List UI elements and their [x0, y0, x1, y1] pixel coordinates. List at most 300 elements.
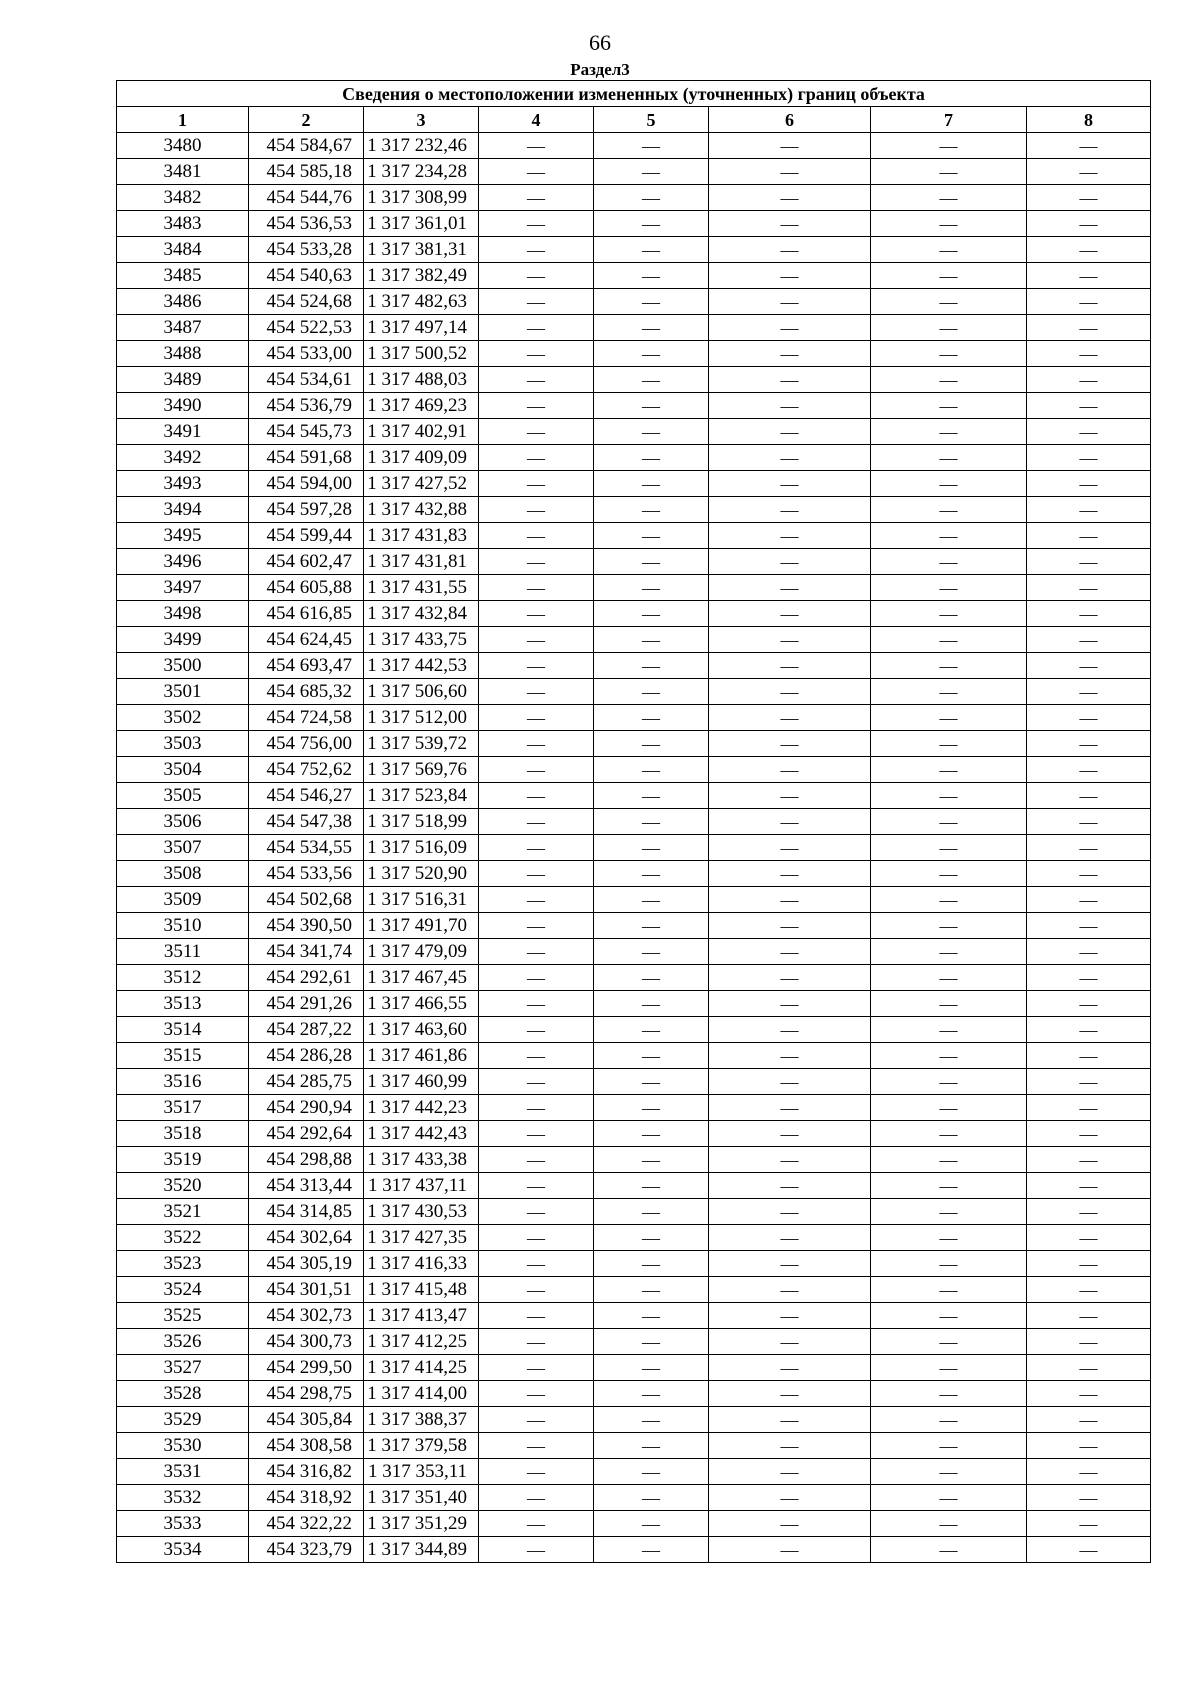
y-coordinate-cell: 1 317 431,81: [364, 549, 479, 575]
y-coordinate-cell: 1 317 431,83: [364, 523, 479, 549]
empty-value-cell: —: [871, 1329, 1027, 1355]
empty-value-cell: —: [479, 1173, 594, 1199]
empty-value-cell: —: [709, 1537, 871, 1563]
point-number-cell: 3507: [117, 835, 249, 861]
empty-value-cell: —: [1027, 679, 1151, 705]
x-coordinate-cell: 454 300,73: [249, 1329, 364, 1355]
empty-value-cell: —: [1027, 523, 1151, 549]
empty-value-cell: —: [479, 1043, 594, 1069]
column-number: 2: [249, 107, 364, 133]
x-coordinate-cell: 454 616,85: [249, 601, 364, 627]
x-coordinate-cell: 454 533,28: [249, 237, 364, 263]
point-number-cell: 3490: [117, 393, 249, 419]
empty-value-cell: —: [1027, 497, 1151, 523]
table-row: [117, 289, 1151, 315]
empty-value-cell: —: [479, 1511, 594, 1537]
empty-value-cell: —: [1027, 237, 1151, 263]
empty-value-cell: —: [1027, 289, 1151, 315]
point-number-cell: 3511: [117, 939, 249, 965]
empty-value-cell: —: [479, 913, 594, 939]
empty-value-cell: —: [871, 133, 1027, 159]
empty-value-cell: —: [479, 263, 594, 289]
empty-value-cell: —: [871, 1043, 1027, 1069]
table-row: [117, 575, 1151, 601]
x-coordinate-cell: 454 291,26: [249, 991, 364, 1017]
empty-value-cell: —: [709, 1485, 871, 1511]
boundary-coordinates-table: [116, 80, 1151, 1563]
empty-value-cell: —: [1027, 549, 1151, 575]
empty-value-cell: —: [1027, 783, 1151, 809]
empty-value-cell: —: [871, 1485, 1027, 1511]
point-number-cell: 3506: [117, 809, 249, 835]
x-coordinate-cell: 454 547,38: [249, 809, 364, 835]
point-number-cell: 3508: [117, 861, 249, 887]
empty-value-cell: —: [479, 497, 594, 523]
point-number-cell: 3521: [117, 1199, 249, 1225]
empty-value-cell: —: [594, 1485, 709, 1511]
y-coordinate-cell: 1 317 402,91: [364, 419, 479, 445]
point-number-cell: 3515: [117, 1043, 249, 1069]
empty-value-cell: —: [1027, 991, 1151, 1017]
x-coordinate-cell: 454 305,19: [249, 1251, 364, 1277]
table-row: [117, 341, 1151, 367]
x-coordinate-cell: 454 341,74: [249, 939, 364, 965]
empty-value-cell: —: [1027, 185, 1151, 211]
table-row: [117, 263, 1151, 289]
empty-value-cell: —: [1027, 445, 1151, 471]
x-coordinate-cell: 454 292,61: [249, 965, 364, 991]
x-coordinate-cell: 454 390,50: [249, 913, 364, 939]
empty-value-cell: —: [1027, 263, 1151, 289]
y-coordinate-cell: 1 317 388,37: [364, 1407, 479, 1433]
point-number-cell: 3484: [117, 237, 249, 263]
point-number-cell: 3533: [117, 1511, 249, 1537]
table-row: [117, 835, 1151, 861]
empty-value-cell: —: [871, 1459, 1027, 1485]
empty-value-cell: —: [871, 1225, 1027, 1251]
table-row: [117, 1277, 1151, 1303]
y-coordinate-cell: 1 317 433,38: [364, 1147, 479, 1173]
empty-value-cell: —: [709, 575, 871, 601]
empty-value-cell: —: [871, 159, 1027, 185]
x-coordinate-cell: 454 322,22: [249, 1511, 364, 1537]
empty-value-cell: —: [479, 393, 594, 419]
empty-value-cell: —: [479, 1355, 594, 1381]
empty-value-cell: —: [594, 679, 709, 705]
point-number-cell: 3501: [117, 679, 249, 705]
point-number-cell: 3489: [117, 367, 249, 393]
table-row: [117, 653, 1151, 679]
empty-value-cell: —: [709, 393, 871, 419]
x-coordinate-cell: 454 544,76: [249, 185, 364, 211]
empty-value-cell: —: [594, 133, 709, 159]
y-coordinate-cell: 1 317 432,88: [364, 497, 479, 523]
empty-value-cell: —: [709, 1511, 871, 1537]
table-row: [117, 627, 1151, 653]
empty-value-cell: —: [709, 1173, 871, 1199]
point-number-cell: 3529: [117, 1407, 249, 1433]
empty-value-cell: —: [1027, 1381, 1151, 1407]
point-number-cell: 3519: [117, 1147, 249, 1173]
table-caption: Сведения о местоположении измененных (уточненных) границ объекта: [117, 81, 1151, 107]
empty-value-cell: —: [594, 1407, 709, 1433]
x-coordinate-cell: 454 591,68: [249, 445, 364, 471]
x-coordinate-cell: 454 290,94: [249, 1095, 364, 1121]
empty-value-cell: —: [479, 757, 594, 783]
table-row: [117, 211, 1151, 237]
x-coordinate-cell: 454 536,79: [249, 393, 364, 419]
x-coordinate-cell: 454 533,56: [249, 861, 364, 887]
table-row: [117, 159, 1151, 185]
table-row: [117, 1511, 1151, 1537]
empty-value-cell: —: [871, 965, 1027, 991]
empty-value-cell: —: [594, 1225, 709, 1251]
empty-value-cell: —: [871, 549, 1027, 575]
y-coordinate-cell: 1 317 482,63: [364, 289, 479, 315]
x-coordinate-cell: 454 305,84: [249, 1407, 364, 1433]
empty-value-cell: —: [709, 1121, 871, 1147]
point-number-cell: 3528: [117, 1381, 249, 1407]
empty-value-cell: —: [479, 419, 594, 445]
y-coordinate-cell: 1 317 569,76: [364, 757, 479, 783]
empty-value-cell: —: [871, 1199, 1027, 1225]
empty-value-cell: —: [479, 159, 594, 185]
empty-value-cell: —: [709, 1381, 871, 1407]
empty-value-cell: —: [871, 1355, 1027, 1381]
empty-value-cell: —: [479, 861, 594, 887]
x-coordinate-cell: 454 534,55: [249, 835, 364, 861]
empty-value-cell: —: [709, 315, 871, 341]
empty-value-cell: —: [871, 861, 1027, 887]
empty-value-cell: —: [1027, 419, 1151, 445]
empty-value-cell: —: [479, 1381, 594, 1407]
empty-value-cell: —: [594, 1069, 709, 1095]
point-number-cell: 3491: [117, 419, 249, 445]
empty-value-cell: —: [871, 393, 1027, 419]
table-body: [117, 133, 1151, 1563]
empty-value-cell: —: [871, 289, 1027, 315]
empty-value-cell: —: [871, 1017, 1027, 1043]
empty-value-cell: —: [594, 315, 709, 341]
empty-value-cell: —: [1027, 913, 1151, 939]
empty-value-cell: —: [709, 1277, 871, 1303]
table-row: [117, 185, 1151, 211]
empty-value-cell: —: [594, 1199, 709, 1225]
empty-value-cell: —: [594, 653, 709, 679]
table-row: [117, 861, 1151, 887]
table-row: [117, 445, 1151, 471]
x-coordinate-cell: 454 286,28: [249, 1043, 364, 1069]
column-number: 8: [1027, 107, 1151, 133]
y-coordinate-cell: 1 317 361,01: [364, 211, 479, 237]
empty-value-cell: —: [709, 471, 871, 497]
point-number-cell: 3504: [117, 757, 249, 783]
x-coordinate-cell: 454 323,79: [249, 1537, 364, 1563]
table-row: [117, 1251, 1151, 1277]
point-number-cell: 3531: [117, 1459, 249, 1485]
x-coordinate-cell: 454 545,73: [249, 419, 364, 445]
empty-value-cell: —: [871, 1251, 1027, 1277]
column-number: 4: [479, 107, 594, 133]
empty-value-cell: —: [709, 679, 871, 705]
page-number: 66: [589, 30, 611, 55]
empty-value-cell: —: [1027, 471, 1151, 497]
y-coordinate-cell: 1 317 432,84: [364, 601, 479, 627]
empty-value-cell: —: [594, 1147, 709, 1173]
empty-value-cell: —: [594, 1251, 709, 1277]
x-coordinate-cell: 454 605,88: [249, 575, 364, 601]
empty-value-cell: —: [479, 237, 594, 263]
table-row: [117, 1329, 1151, 1355]
empty-value-cell: —: [709, 133, 871, 159]
y-coordinate-cell: 1 317 308,99: [364, 185, 479, 211]
empty-value-cell: —: [1027, 705, 1151, 731]
y-coordinate-cell: 1 317 414,25: [364, 1355, 479, 1381]
empty-value-cell: —: [1027, 965, 1151, 991]
empty-value-cell: —: [1027, 861, 1151, 887]
point-number-cell: 3495: [117, 523, 249, 549]
y-coordinate-cell: 1 317 382,49: [364, 263, 479, 289]
empty-value-cell: —: [594, 627, 709, 653]
table-row: [117, 1485, 1151, 1511]
x-coordinate-cell: 454 313,44: [249, 1173, 364, 1199]
empty-value-cell: —: [594, 1095, 709, 1121]
empty-value-cell: —: [479, 185, 594, 211]
y-coordinate-cell: 1 317 427,52: [364, 471, 479, 497]
empty-value-cell: —: [479, 211, 594, 237]
y-coordinate-cell: 1 317 523,84: [364, 783, 479, 809]
table-row: [117, 523, 1151, 549]
empty-value-cell: —: [479, 289, 594, 315]
empty-value-cell: —: [479, 471, 594, 497]
empty-value-cell: —: [479, 1459, 594, 1485]
empty-value-cell: —: [709, 549, 871, 575]
empty-value-cell: —: [709, 211, 871, 237]
y-coordinate-cell: 1 317 516,31: [364, 887, 479, 913]
x-coordinate-cell: 454 534,61: [249, 367, 364, 393]
point-number-cell: 3487: [117, 315, 249, 341]
empty-value-cell: —: [479, 731, 594, 757]
y-coordinate-cell: 1 317 466,55: [364, 991, 479, 1017]
empty-value-cell: —: [1027, 1017, 1151, 1043]
y-coordinate-cell: 1 317 469,23: [364, 393, 479, 419]
point-number-cell: 3534: [117, 1537, 249, 1563]
empty-value-cell: —: [709, 237, 871, 263]
x-coordinate-cell: 454 524,68: [249, 289, 364, 315]
empty-value-cell: —: [594, 497, 709, 523]
x-coordinate-cell: 454 308,58: [249, 1433, 364, 1459]
empty-value-cell: —: [479, 601, 594, 627]
x-coordinate-cell: 454 522,53: [249, 315, 364, 341]
empty-value-cell: —: [1027, 1095, 1151, 1121]
point-number-cell: 3523: [117, 1251, 249, 1277]
empty-value-cell: —: [1027, 1199, 1151, 1225]
point-number-cell: 3494: [117, 497, 249, 523]
table-row: [117, 1043, 1151, 1069]
empty-value-cell: —: [871, 445, 1027, 471]
empty-value-cell: —: [479, 653, 594, 679]
y-coordinate-cell: 1 317 351,29: [364, 1511, 479, 1537]
table-row: [117, 133, 1151, 159]
empty-value-cell: —: [479, 1329, 594, 1355]
empty-value-cell: —: [871, 419, 1027, 445]
empty-value-cell: —: [594, 263, 709, 289]
empty-value-cell: —: [594, 445, 709, 471]
empty-value-cell: —: [594, 549, 709, 575]
y-coordinate-cell: 1 317 491,70: [364, 913, 479, 939]
empty-value-cell: —: [871, 1433, 1027, 1459]
table-row: [117, 471, 1151, 497]
empty-value-cell: —: [709, 653, 871, 679]
point-number-cell: 3517: [117, 1095, 249, 1121]
point-number-cell: 3525: [117, 1303, 249, 1329]
empty-value-cell: —: [594, 835, 709, 861]
y-coordinate-cell: 1 317 467,45: [364, 965, 479, 991]
empty-value-cell: —: [709, 1459, 871, 1485]
point-number-cell: 3497: [117, 575, 249, 601]
empty-value-cell: —: [871, 1069, 1027, 1095]
y-coordinate-cell: 1 317 433,75: [364, 627, 479, 653]
table-row: [117, 1199, 1151, 1225]
empty-value-cell: —: [871, 757, 1027, 783]
y-coordinate-cell: 1 317 460,99: [364, 1069, 479, 1095]
empty-value-cell: —: [709, 1199, 871, 1225]
point-number-cell: 3505: [117, 783, 249, 809]
point-number-cell: 3482: [117, 185, 249, 211]
empty-value-cell: —: [1027, 1355, 1151, 1381]
empty-value-cell: —: [1027, 1407, 1151, 1433]
empty-value-cell: —: [1027, 1485, 1151, 1511]
x-coordinate-cell: 454 585,18: [249, 159, 364, 185]
empty-value-cell: —: [871, 575, 1027, 601]
table-row: [117, 1459, 1151, 1485]
empty-value-cell: —: [594, 965, 709, 991]
y-coordinate-cell: 1 317 512,00: [364, 705, 479, 731]
empty-value-cell: —: [1027, 835, 1151, 861]
empty-value-cell: —: [1027, 627, 1151, 653]
empty-value-cell: —: [709, 523, 871, 549]
y-coordinate-cell: 1 317 431,55: [364, 575, 479, 601]
empty-value-cell: —: [709, 757, 871, 783]
point-number-cell: 3510: [117, 913, 249, 939]
table-row: [117, 939, 1151, 965]
y-coordinate-cell: 1 317 442,43: [364, 1121, 479, 1147]
point-number-cell: 3520: [117, 1173, 249, 1199]
x-coordinate-cell: 454 502,68: [249, 887, 364, 913]
y-coordinate-cell: 1 317 479,09: [364, 939, 479, 965]
empty-value-cell: —: [871, 263, 1027, 289]
y-coordinate-cell: 1 317 516,09: [364, 835, 479, 861]
x-coordinate-cell: 454 685,32: [249, 679, 364, 705]
empty-value-cell: —: [709, 1069, 871, 1095]
column-number: 7: [871, 107, 1027, 133]
empty-value-cell: —: [709, 1303, 871, 1329]
empty-value-cell: —: [1027, 1225, 1151, 1251]
empty-value-cell: —: [1027, 211, 1151, 237]
empty-value-cell: —: [709, 861, 871, 887]
empty-value-cell: —: [1027, 1433, 1151, 1459]
x-coordinate-cell: 454 298,88: [249, 1147, 364, 1173]
point-number-cell: 3485: [117, 263, 249, 289]
point-number-cell: 3532: [117, 1485, 249, 1511]
empty-value-cell: —: [871, 653, 1027, 679]
x-coordinate-cell: 454 546,27: [249, 783, 364, 809]
empty-value-cell: —: [1027, 1277, 1151, 1303]
empty-value-cell: —: [594, 939, 709, 965]
table-row: [117, 783, 1151, 809]
y-coordinate-cell: 1 317 442,23: [364, 1095, 479, 1121]
empty-value-cell: —: [479, 887, 594, 913]
empty-value-cell: —: [1027, 367, 1151, 393]
empty-value-cell: —: [709, 731, 871, 757]
x-coordinate-cell: 454 314,85: [249, 1199, 364, 1225]
y-coordinate-cell: 1 317 409,09: [364, 445, 479, 471]
y-coordinate-cell: 1 317 381,31: [364, 237, 479, 263]
empty-value-cell: —: [709, 419, 871, 445]
y-coordinate-cell: 1 317 427,35: [364, 1225, 479, 1251]
empty-value-cell: —: [594, 1537, 709, 1563]
table-row: [117, 1121, 1151, 1147]
table-row: [117, 705, 1151, 731]
empty-value-cell: —: [709, 497, 871, 523]
empty-value-cell: —: [1027, 601, 1151, 627]
empty-value-cell: —: [709, 1433, 871, 1459]
empty-value-cell: —: [479, 1069, 594, 1095]
y-coordinate-cell: 1 317 351,40: [364, 1485, 479, 1511]
empty-value-cell: —: [871, 237, 1027, 263]
empty-value-cell: —: [1027, 1173, 1151, 1199]
column-number: 3: [364, 107, 479, 133]
empty-value-cell: —: [871, 211, 1027, 237]
y-coordinate-cell: 1 317 500,52: [364, 341, 479, 367]
empty-value-cell: —: [479, 133, 594, 159]
empty-value-cell: —: [709, 1355, 871, 1381]
empty-value-cell: —: [709, 913, 871, 939]
empty-value-cell: —: [1027, 341, 1151, 367]
empty-value-cell: —: [871, 1147, 1027, 1173]
point-number-cell: 3488: [117, 341, 249, 367]
empty-value-cell: —: [479, 1251, 594, 1277]
empty-value-cell: —: [479, 1017, 594, 1043]
empty-value-cell: —: [594, 1043, 709, 1069]
empty-value-cell: —: [871, 679, 1027, 705]
x-coordinate-cell: 454 594,00: [249, 471, 364, 497]
point-number-cell: 3493: [117, 471, 249, 497]
empty-value-cell: —: [709, 887, 871, 913]
x-coordinate-cell: 454 533,00: [249, 341, 364, 367]
empty-value-cell: —: [479, 549, 594, 575]
y-coordinate-cell: 1 317 520,90: [364, 861, 479, 887]
empty-value-cell: —: [871, 367, 1027, 393]
empty-value-cell: —: [709, 1095, 871, 1121]
x-coordinate-cell: 454 302,73: [249, 1303, 364, 1329]
empty-value-cell: —: [479, 965, 594, 991]
section-title: Раздел3: [570, 60, 630, 79]
empty-value-cell: —: [594, 367, 709, 393]
empty-value-cell: —: [594, 185, 709, 211]
table-row: [117, 887, 1151, 913]
point-number-cell: 3524: [117, 1277, 249, 1303]
empty-value-cell: —: [709, 1251, 871, 1277]
table-row: [117, 1433, 1151, 1459]
empty-value-cell: —: [709, 783, 871, 809]
empty-value-cell: —: [479, 575, 594, 601]
empty-value-cell: —: [479, 1303, 594, 1329]
empty-value-cell: —: [709, 627, 871, 653]
point-number-cell: 3512: [117, 965, 249, 991]
y-coordinate-cell: 1 317 234,28: [364, 159, 479, 185]
empty-value-cell: —: [1027, 653, 1151, 679]
